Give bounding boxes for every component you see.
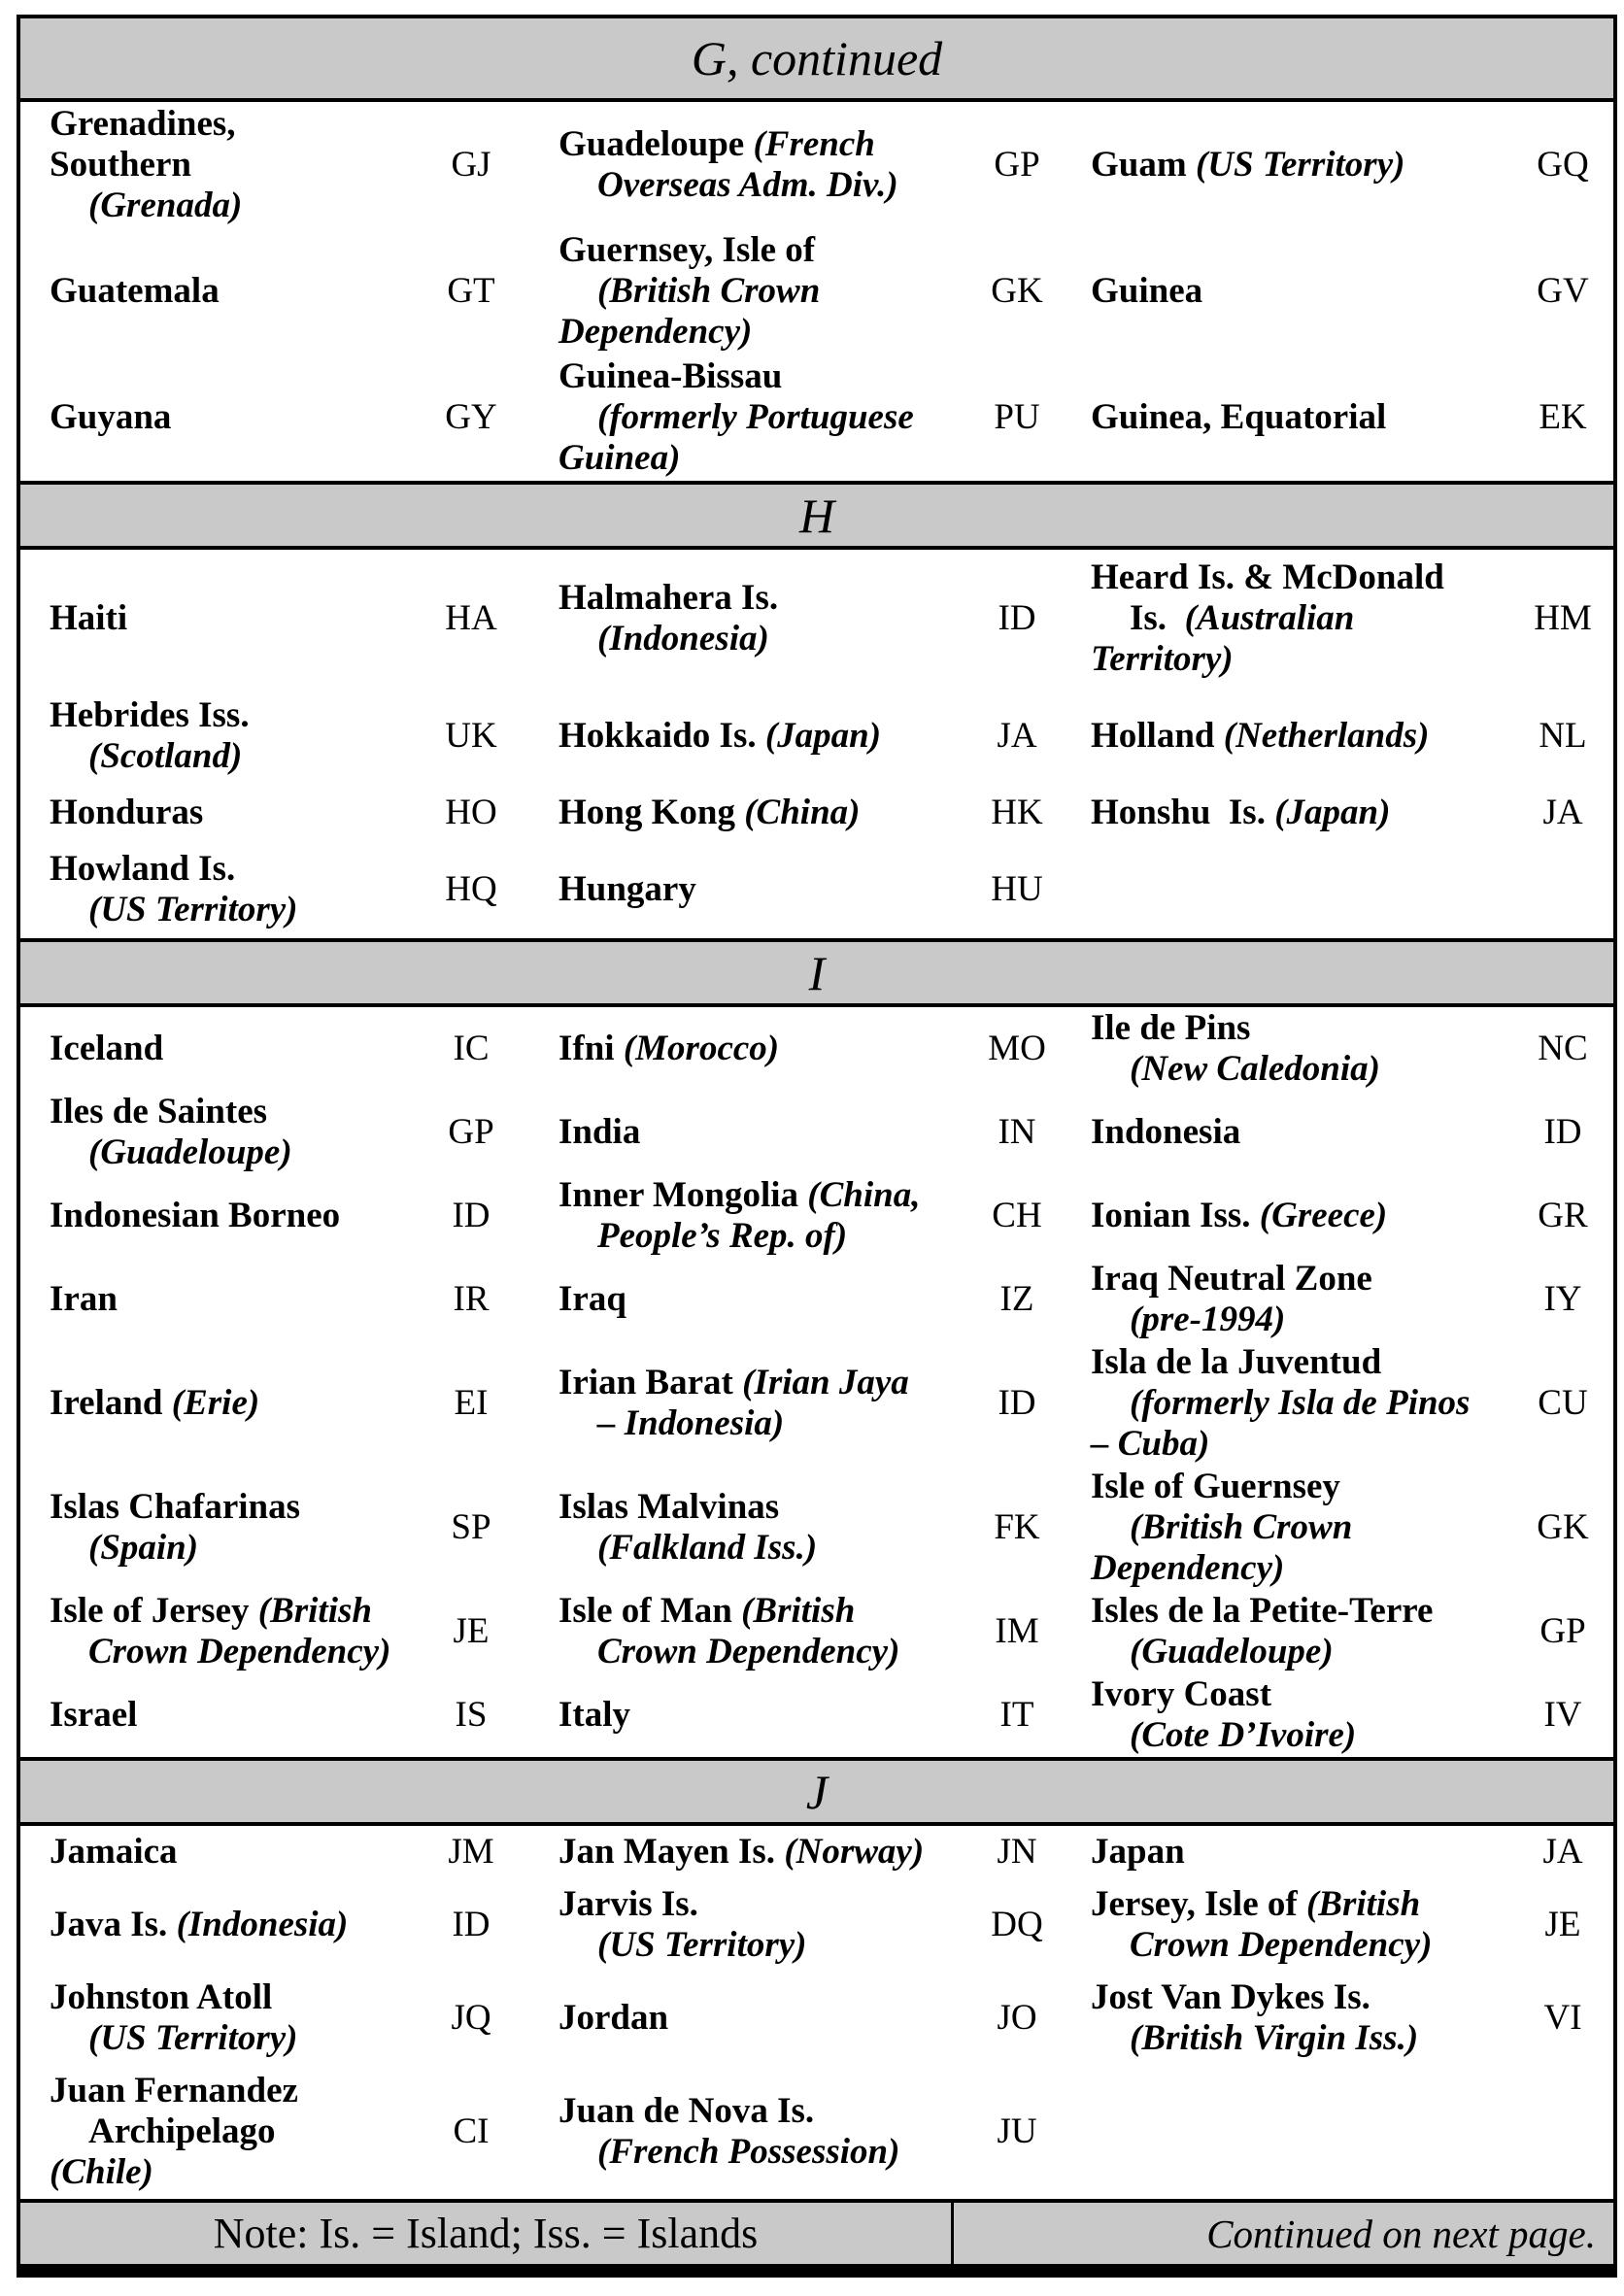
country-code: GK (1537, 1507, 1589, 1547)
country-code: IY (1543, 1279, 1582, 1319)
table-footer (20, 2199, 1613, 2264)
country-code: JO (997, 1998, 1037, 2038)
country-name (1062, 1196, 1518, 1236)
name-line: Guadeloupe (French (558, 124, 875, 164)
name-line: (Guadeloupe) (88, 1132, 292, 1172)
name-line: Jost Van Dykes Is. (1091, 1977, 1370, 2017)
country-code: ID (998, 1383, 1036, 1423)
name-line: Honduras (50, 793, 204, 832)
table-row (20, 355, 1613, 481)
country-code: CI (453, 2111, 490, 2151)
name-line: Iran (50, 1279, 118, 1319)
country-code: JM (448, 1832, 494, 1872)
table-row (20, 1174, 1613, 1258)
name-line: Guinea (1091, 271, 1203, 311)
country-name (516, 716, 972, 757)
name-line: Hebrides Iss. (50, 695, 250, 735)
table-row (20, 1258, 1613, 1341)
section-header-h (20, 481, 1613, 550)
country-name (516, 230, 972, 353)
country-name (1062, 1832, 1518, 1873)
name-line: – Cuba) (1091, 1424, 1210, 1464)
name-line: (British Crown (1130, 1507, 1353, 1547)
country-name (1062, 1342, 1518, 1465)
country-name (50, 1487, 426, 1569)
table-row (20, 1590, 1613, 1673)
table-row (20, 1007, 1613, 1091)
name-line: Archipelago (88, 2111, 276, 2151)
country-code: GY (445, 397, 497, 437)
country-name (516, 2091, 972, 2173)
country-code: IZ (999, 1279, 1034, 1319)
country-code: GP (448, 1112, 494, 1152)
country-name (516, 1998, 972, 2039)
country-code: MO (988, 1029, 1046, 1068)
name-line: Territory) (1091, 639, 1234, 679)
name-line: Japan (1091, 1832, 1185, 1872)
country-code: JN (997, 1832, 1037, 1872)
country-name (516, 356, 972, 479)
table-row (20, 550, 1613, 688)
name-line: Italy (558, 1695, 630, 1735)
name-line: Ivory Coast (1091, 1674, 1272, 1714)
country-code: IS (455, 1695, 488, 1735)
country-code: CU (1538, 1383, 1588, 1423)
country-name (516, 1363, 972, 1444)
name-line: Isles de la Petite-Terre (1091, 1591, 1434, 1631)
country-code: CH (992, 1196, 1042, 1235)
name-line: Ireland (Erie) (50, 1383, 260, 1423)
name-line: Guatemala (50, 271, 220, 311)
name-line: Dependency) (1091, 1548, 1285, 1588)
name-line: (Chile) (50, 2152, 153, 2192)
country-code: NL (1539, 716, 1587, 756)
country-code: ID (1543, 1112, 1582, 1152)
country-code: HU (991, 869, 1043, 909)
country-code: NC (1538, 1029, 1588, 1068)
country-code: JQ (451, 1998, 491, 2038)
name-line: (formerly Isla de Pinos (1130, 1383, 1471, 1423)
name-line: (Guadeloupe) (1130, 1632, 1334, 1671)
country-code: GQ (1537, 145, 1589, 185)
footer-continued: Continued on next page. (1206, 2211, 1596, 2256)
section-rows-h (20, 550, 1613, 938)
country-code: GP (994, 145, 1040, 185)
section-rows-g (20, 102, 1613, 481)
name-line: Halmahera Is. (558, 578, 779, 618)
name-line: Jan Mayen Is. (Norway) (558, 1832, 925, 1872)
name-line: (British Virgin Iss.) (1130, 2018, 1419, 2058)
table-row (20, 1673, 1613, 1757)
name-line: Crown Dependency) (597, 1632, 900, 1671)
table-row (20, 1466, 1613, 1590)
section-header-g (20, 15, 1613, 102)
country-name (516, 1112, 972, 1153)
name-line: Isla de la Juventud (1091, 1342, 1382, 1382)
name-line: Inner Mongolia (China, (558, 1175, 921, 1215)
name-line: Jamaica (50, 1832, 178, 1872)
name-line: Ile de Pins (1091, 1008, 1251, 1048)
country-name (1062, 716, 1518, 757)
table-row (20, 2065, 1613, 2199)
name-line: (Falkland Iss.) (597, 1528, 818, 1568)
name-line: Overseas Adm. Div.) (597, 165, 898, 205)
country-code: JE (1544, 1905, 1581, 1944)
country-code: IC (453, 1029, 490, 1068)
country-name (50, 104, 426, 226)
country-code: JA (997, 716, 1037, 756)
country-code: HM (1534, 598, 1592, 638)
name-line: Israel (50, 1695, 138, 1735)
name-line: Is. (Australian (1130, 598, 1355, 638)
table-row (20, 1341, 1613, 1466)
country-code: GJ (451, 145, 491, 185)
name-line: Guernsey, Isle of (558, 230, 816, 270)
country-name (516, 1832, 972, 1873)
country-code: IN (998, 1112, 1036, 1152)
name-line: (Grenada) (88, 186, 243, 225)
country-name (1062, 1591, 1518, 1672)
country-name (1062, 1008, 1518, 1090)
section-header-i (20, 938, 1613, 1007)
section-letter: J (805, 1764, 829, 1819)
section-letter: H (798, 488, 835, 543)
country-name (516, 1279, 972, 1320)
country-name (50, 1905, 426, 1945)
country-code-table (17, 15, 1617, 2278)
country-name (516, 578, 972, 659)
name-line: (US Territory) (88, 890, 298, 929)
section-letter: G, continued (691, 31, 943, 85)
country-code: UK (445, 716, 497, 756)
country-name (50, 397, 426, 438)
country-name (50, 1977, 426, 2059)
country-code: JA (1542, 793, 1583, 832)
country-name (1062, 1674, 1518, 1756)
name-line: Indonesia (1091, 1112, 1241, 1152)
country-code: GK (991, 271, 1043, 311)
country-name (1062, 557, 1518, 680)
country-code: IR (453, 1279, 490, 1319)
country-code: EI (454, 1383, 489, 1423)
country-name (50, 1029, 426, 1069)
country-name (50, 1591, 426, 1672)
section-rows-i (20, 1007, 1613, 1757)
name-line: Juan Fernandez (50, 2071, 298, 2110)
country-code: VI (1543, 1998, 1582, 2038)
name-line: (New Caledonia) (1130, 1049, 1380, 1089)
country-name (516, 1175, 972, 1257)
country-name (50, 1279, 426, 1320)
country-code: PU (994, 397, 1040, 437)
name-line: Dependency) (558, 312, 753, 352)
table-row (20, 1972, 1613, 2065)
country-name (516, 1487, 972, 1569)
section-rows-j (20, 1826, 1613, 2199)
name-line: (US Territory) (597, 1925, 807, 1965)
country-code: GT (447, 271, 495, 311)
country-name (516, 1695, 972, 1736)
country-name (516, 1029, 972, 1069)
name-line: (British Crown (597, 271, 821, 311)
country-code: JU (997, 2111, 1037, 2151)
country-code: HK (991, 793, 1043, 832)
country-code: SP (451, 1507, 491, 1547)
name-line: Jersey, Isle of (British (1091, 1884, 1421, 1924)
section-letter: I (808, 945, 826, 1000)
country-name (1062, 145, 1518, 186)
name-line: Java Is. (Indonesia) (50, 1905, 349, 1944)
country-code: ID (452, 1196, 491, 1235)
country-code: JA (1542, 1832, 1583, 1872)
country-name (1062, 793, 1518, 833)
name-line: Hong Kong (China) (558, 793, 861, 832)
country-name (1062, 397, 1518, 438)
name-line: Guinea, Equatorial (1091, 397, 1387, 437)
name-line: Jarvis Is. (558, 1884, 698, 1924)
table-body (20, 15, 1613, 2199)
table-row (20, 841, 1613, 938)
name-line: Guinea-Bissau (558, 356, 783, 396)
name-line: Iles de Saintes (50, 1092, 268, 1131)
name-line: Hokkaido Is. (Japan) (558, 716, 882, 756)
name-line: (Scotland) (88, 736, 243, 776)
name-line: Islas Malvinas (558, 1487, 780, 1527)
country-name (50, 1832, 426, 1873)
country-name (50, 598, 426, 639)
section-header-j (20, 1757, 1613, 1826)
country-name (1062, 1977, 1518, 2059)
country-name (50, 1695, 426, 1736)
country-code: HA (445, 598, 497, 638)
country-code: HO (445, 793, 497, 832)
name-line: Iraq Neutral Zone (1091, 1259, 1372, 1299)
name-line: (French Possession) (597, 2132, 900, 2172)
name-line: Jordan (558, 1998, 669, 2038)
country-code: IV (1543, 1695, 1582, 1735)
name-line: Iceland (50, 1029, 164, 1068)
table-row (20, 1878, 1613, 1972)
name-line: People’s Rep. of) (597, 1216, 848, 1256)
name-line: Holland (Netherlands) (1091, 716, 1430, 756)
country-name (1062, 1467, 1518, 1589)
name-line: (formerly Portuguese (597, 397, 914, 437)
country-name (50, 1383, 426, 1424)
name-line: (Cote D’Ivoire) (1130, 1715, 1357, 1755)
name-line: Juan de Nova Is. (558, 2091, 815, 2131)
footer-note: Note: Is. = Island; Iss. = Islands (20, 2203, 954, 2264)
name-line: Hungary (558, 869, 696, 909)
country-code: IT (999, 1695, 1034, 1735)
country-name (50, 793, 426, 833)
name-line: Isle of Guernsey (1091, 1467, 1340, 1506)
country-code: ID (452, 1905, 491, 1944)
name-line: Guinea) (558, 438, 681, 478)
country-name (516, 1591, 972, 1672)
name-line: Indonesian Borneo (50, 1196, 341, 1235)
country-name (50, 2071, 426, 2193)
country-name (516, 869, 972, 910)
country-name (50, 1092, 426, 1173)
country-name (50, 695, 426, 777)
name-line: Isle of Jersey (British (50, 1591, 372, 1631)
country-code: GR (1538, 1196, 1588, 1235)
name-line: Guam (US Territory) (1091, 145, 1405, 185)
country-code: GV (1537, 271, 1589, 311)
name-line: Johnston Atoll (50, 1977, 273, 2017)
table-row (20, 102, 1613, 228)
country-code: JE (453, 1611, 490, 1651)
country-code: EK (1539, 397, 1587, 437)
name-line: (US Territory) (88, 2018, 298, 2058)
table-row (20, 228, 1613, 355)
name-line: India (558, 1112, 641, 1152)
name-line: (pre-1994) (1130, 1300, 1286, 1339)
name-line: Crown Dependency) (88, 1632, 391, 1671)
table-row (20, 1091, 1613, 1174)
country-name (516, 124, 972, 206)
country-name (50, 271, 426, 312)
country-name (50, 1196, 426, 1236)
country-name (1062, 1884, 1518, 1966)
country-code: HQ (445, 869, 497, 909)
name-line: Heard Is. & McDonald (1091, 557, 1444, 597)
country-code: GP (1539, 1611, 1586, 1651)
country-code: IM (995, 1611, 1039, 1651)
name-line: Haiti (50, 598, 128, 638)
table-row (20, 1826, 1613, 1878)
name-line: Islas Chafarinas (50, 1487, 301, 1527)
name-line: Ionian Iss. (Greece) (1091, 1196, 1388, 1235)
name-line: Ifni (Morocco) (558, 1029, 780, 1068)
name-line: Isle of Man (British (558, 1591, 856, 1631)
country-name (516, 1884, 972, 1966)
country-code: DQ (991, 1905, 1043, 1944)
country-name (1062, 271, 1518, 312)
name-line: Honshu Is. (Japan) (1091, 793, 1391, 832)
country-name (1062, 1112, 1518, 1153)
name-line: (Indonesia) (597, 619, 769, 658)
name-line: Howland Is. (50, 849, 236, 889)
country-code: FK (994, 1507, 1040, 1547)
country-name (1062, 1259, 1518, 1340)
name-line: Grenadines, (50, 104, 236, 144)
country-code: ID (998, 598, 1036, 638)
name-line: – Indonesia) (597, 1403, 785, 1443)
country-name (50, 849, 426, 930)
name-line: Crown Dependency) (1130, 1925, 1433, 1965)
name-line: Southern (50, 145, 191, 185)
country-name (516, 793, 972, 833)
name-line: Guyana (50, 397, 172, 437)
table-row (20, 688, 1613, 785)
name-line: Iraq (558, 1279, 626, 1319)
name-line: Irian Barat (Irian Jaya (558, 1363, 909, 1402)
table-row (20, 785, 1613, 841)
name-line: (Spain) (88, 1528, 199, 1568)
